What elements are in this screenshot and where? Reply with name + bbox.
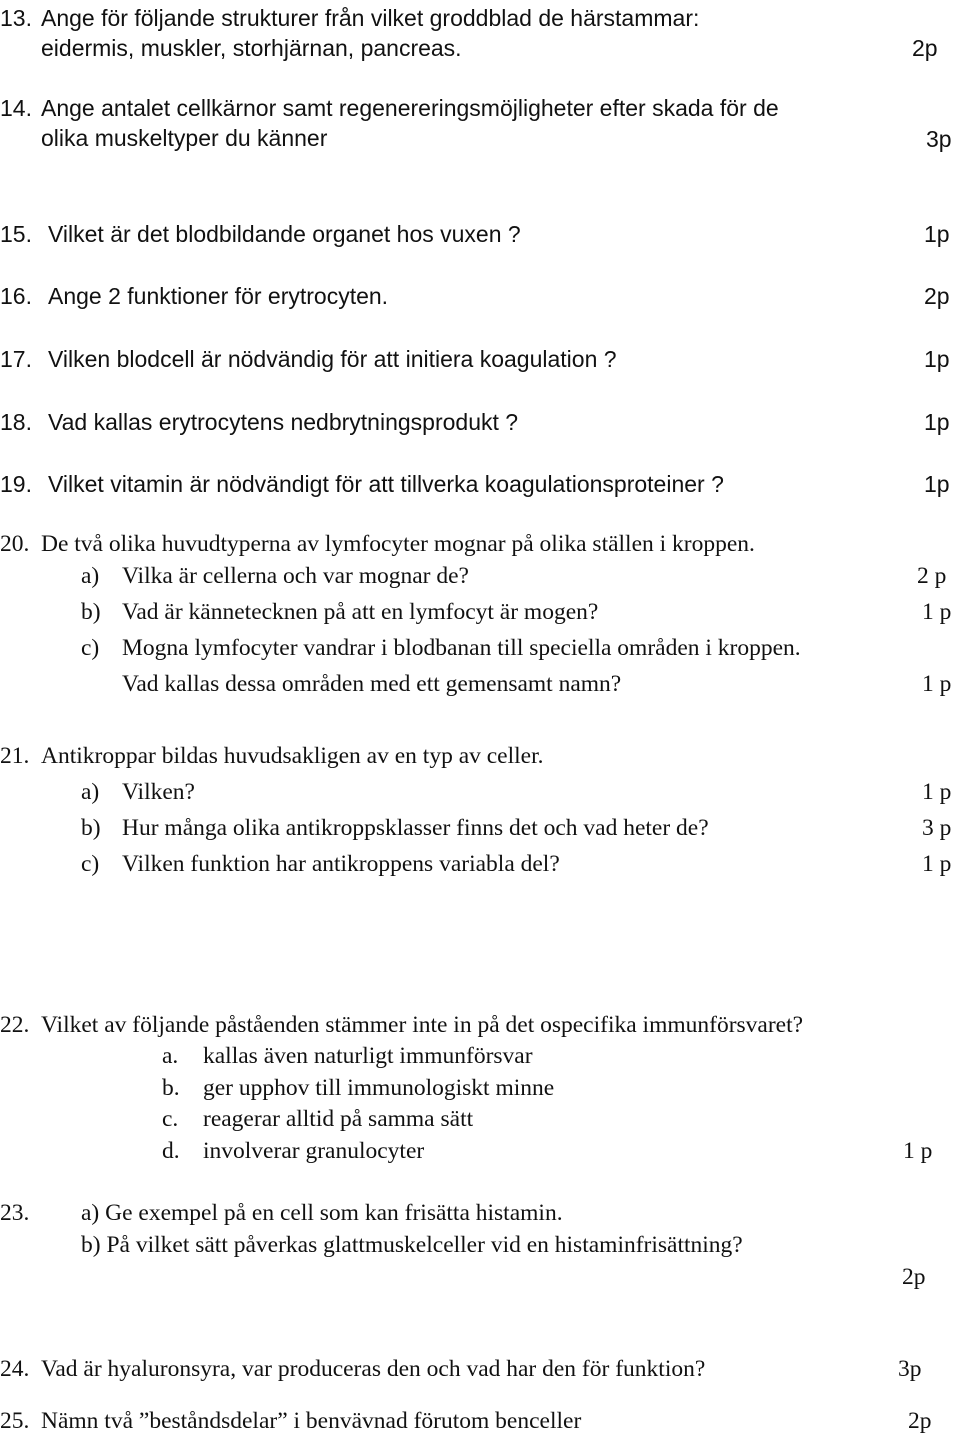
question-number: 17.	[0, 346, 32, 372]
question-text: De två olika huvudtyperna av lymfocyter mognar på olika ställen i kroppen.	[41, 531, 755, 557]
option-text: reagerar alltid på samma sätt	[203, 1106, 474, 1132]
subquestion-text: Vilken?	[122, 779, 195, 805]
question-text: Vad är hyaluronsyra, var produceras den och vad har den för funktion?	[41, 1356, 706, 1382]
points-label: 3 p	[922, 815, 952, 841]
question-text: Nämn två ”beståndsdelar” i benvävnad förutom benceller	[41, 1408, 582, 1434]
subquestion-text: Vilken funktion har antikroppens variabla del?	[122, 851, 560, 877]
subquestion-label: b)	[81, 815, 101, 841]
question-text: Ange antalet cellkärnor samt regenereringsmöjligheter efter skada för de	[41, 95, 779, 121]
option-label: a.	[162, 1043, 179, 1069]
question-number: 15.	[0, 221, 32, 247]
points-label: 1 p	[922, 779, 952, 805]
subquestion-label: a)	[81, 779, 100, 805]
points-label: 1 p	[922, 851, 952, 877]
subquestion-text: Vad är kännetecknen på att en lymfocyt är mogen?	[122, 599, 599, 625]
points-label: 2p	[902, 1264, 926, 1290]
points-label: 3p	[898, 1356, 922, 1382]
points-label: 2p	[924, 283, 950, 309]
subquestion-text: Hur många olika antikroppsklasser finns det och vad heter de?	[122, 815, 709, 841]
question-number: 13.	[0, 5, 32, 31]
question-number: 24.	[0, 1356, 30, 1382]
question-number: 21.	[0, 743, 30, 769]
subquestion-text: Vilka är cellerna och var mognar de?	[122, 563, 469, 589]
question-number: 16.	[0, 283, 32, 309]
question-text: Vilket är det blodbildande organet hos vuxen ?	[48, 221, 521, 247]
question-number: 23.	[0, 1200, 30, 1226]
question-text: Ange 2 funktioner för erytrocyten.	[48, 283, 389, 309]
points-label: 1 p	[922, 671, 952, 697]
points-label: 1p	[924, 346, 950, 372]
subquestion-label: c)	[81, 851, 100, 877]
points-label: 1 p	[922, 599, 952, 625]
subquestion-text: b) På vilket sätt påverkas glattmuskelceller vid en histaminfrisättning?	[81, 1232, 743, 1258]
question-number: 25.	[0, 1408, 30, 1434]
option-text: kallas även naturligt immunförsvar	[203, 1043, 533, 1069]
subquestion-text: Vad kallas dessa områden med ett gemensamt namn?	[122, 671, 622, 697]
subquestion-label: b)	[81, 599, 101, 625]
question-number: 22.	[0, 1012, 30, 1038]
option-label: d.	[162, 1138, 180, 1164]
question-text: Antikroppar bildas huvudsakligen av en typ av celler.	[41, 743, 544, 769]
option-text: involverar granulocyter	[203, 1138, 425, 1164]
points-label: 3p	[926, 126, 952, 152]
question-text: olika muskeltyper du känner	[41, 125, 328, 151]
points-label: 2p	[908, 1408, 932, 1434]
option-label: b.	[162, 1075, 180, 1101]
question-text: Vilket vitamin är nödvändigt för att tillverka koagulationsproteiner ?	[48, 471, 724, 497]
question-number: 19.	[0, 471, 32, 497]
option-text: ger upphov till immunologiskt minne	[203, 1075, 555, 1101]
question-text: Vilken blodcell är nödvändig för att initiera koagulation ?	[48, 346, 617, 372]
option-label: c.	[162, 1106, 179, 1132]
question-text: Vad kallas erytrocytens nedbrytningsprodukt ?	[48, 409, 519, 435]
points-label: 2p	[912, 35, 938, 61]
subquestion-label: a)	[81, 563, 100, 589]
points-label: 2 p	[917, 563, 947, 589]
question-text: eidermis, muskler, storhjärnan, pancreas.	[41, 35, 462, 61]
points-label: 1p	[924, 221, 950, 247]
question-number: 20.	[0, 531, 30, 557]
question-text: Vilket av följande påståenden stämmer inte in på det ospecifika immunförsvaret?	[41, 1012, 804, 1038]
subquestion-text: Mogna lymfocyter vandrar i blodbanan till speciella områden i kroppen.	[122, 635, 801, 661]
points-label: 1p	[924, 471, 950, 497]
subquestion-label: c)	[81, 635, 100, 661]
question-text: Ange för följande strukturer från vilket groddblad de härstammar:	[41, 5, 700, 31]
points-label: 1 p	[903, 1138, 933, 1164]
question-number: 18.	[0, 409, 32, 435]
subquestion-text: a) Ge exempel på en cell som kan frisätta histamin.	[81, 1200, 563, 1226]
points-label: 1p	[924, 409, 950, 435]
question-number: 14.	[0, 95, 32, 121]
